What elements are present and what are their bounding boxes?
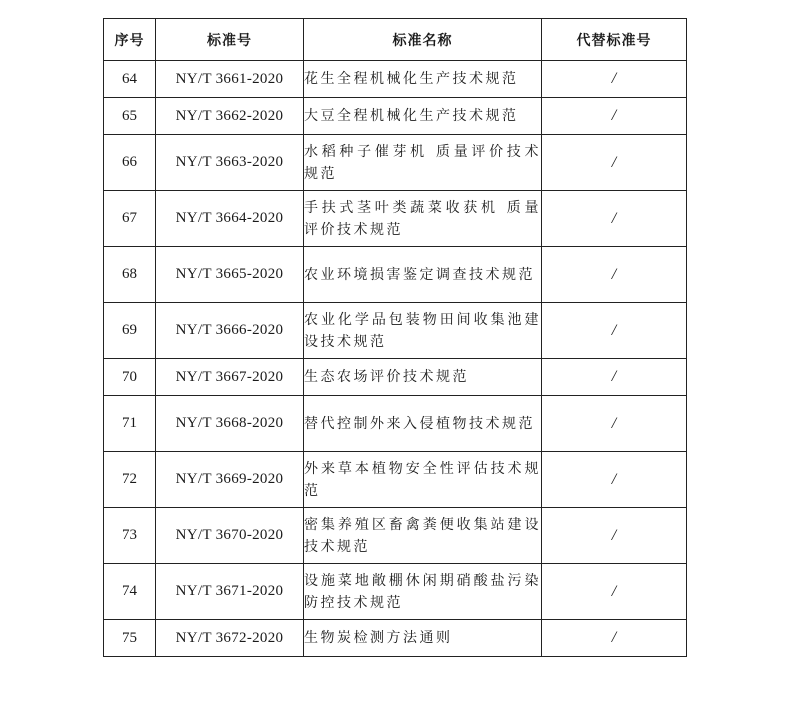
table-header-row [104,19,687,61]
replaced-standard-cell: / [542,452,687,508]
replaced-standard-cell: / [542,564,687,620]
standard-name-cell: 农业化学品包装物田间收集池建设技术规范 [304,303,542,359]
replaced-standard-cell: / [542,247,687,303]
replaced-standard-cell: / [542,359,687,396]
header-standard-name: 标准名称 [304,19,542,61]
replaced-standard-cell: / [542,135,687,191]
table-row [104,61,687,98]
seq-cell: 68 [104,247,156,303]
replaced-standard-cell: / [542,61,687,98]
seq-cell: 65 [104,98,156,135]
seq-cell: 66 [104,135,156,191]
standard-number-cell: NY/T 3672-2020 [156,620,304,657]
standard-number-cell: NY/T 3661-2020 [156,61,304,98]
standard-number-cell: NY/T 3668-2020 [156,396,304,452]
replaced-standard-cell: / [542,396,687,452]
seq-cell: 75 [104,620,156,657]
replaced-standard-cell: / [542,508,687,564]
table-row [104,247,687,303]
standard-number-cell: NY/T 3662-2020 [156,98,304,135]
table-row [104,303,687,359]
seq-cell: 67 [104,191,156,247]
standard-name-cell: 密集养殖区畜禽粪便收集站建设技术规范 [304,508,542,564]
table-row [104,135,687,191]
table-row [104,396,687,452]
table-row [104,508,687,564]
table-row [104,452,687,508]
standard-number-cell: NY/T 3665-2020 [156,247,304,303]
standard-number-cell: NY/T 3667-2020 [156,359,304,396]
seq-cell: 64 [104,61,156,98]
seq-cell: 71 [104,396,156,452]
header-standard-number: 标准号 [156,19,304,61]
replaced-standard-cell: / [542,191,687,247]
standard-name-cell: 水稻种子催芽机 质量评价技术规范 [304,135,542,191]
standard-name-cell: 花生全程机械化生产技术规范 [304,61,542,98]
standard-name-cell: 大豆全程机械化生产技术规范 [304,98,542,135]
table-body [104,61,687,657]
standard-number-cell: NY/T 3663-2020 [156,135,304,191]
replaced-standard-cell: / [542,620,687,657]
table-row [104,359,687,396]
standard-name-cell: 生物炭检测方法通则 [304,620,542,657]
replaced-standard-cell: / [542,303,687,359]
standard-name-cell: 外来草本植物安全性评估技术规范 [304,452,542,508]
table-row [104,191,687,247]
replaced-standard-cell: / [542,98,687,135]
standard-name-cell: 农业环境损害鉴定调查技术规范 [304,247,542,303]
seq-cell: 72 [104,452,156,508]
table-row [104,564,687,620]
standard-number-cell: NY/T 3669-2020 [156,452,304,508]
standard-name-cell: 设施菜地敞棚休闲期硝酸盐污染防控技术规范 [304,564,542,620]
standard-name-cell: 手扶式茎叶类蔬菜收获机 质量评价技术规范 [304,191,542,247]
standard-name-cell: 替代控制外来入侵植物技术规范 [304,396,542,452]
standard-number-cell: NY/T 3671-2020 [156,564,304,620]
standard-number-cell: NY/T 3666-2020 [156,303,304,359]
seq-cell: 69 [104,303,156,359]
table-row [104,98,687,135]
seq-cell: 74 [104,564,156,620]
standard-name-cell: 生态农场评价技术规范 [304,359,542,396]
seq-cell: 70 [104,359,156,396]
table-row [104,620,687,657]
standard-number-cell: NY/T 3664-2020 [156,191,304,247]
standards-table [103,18,687,657]
header-replaced-standard: 代替标准号 [542,19,687,61]
header-seq: 序号 [104,19,156,61]
standard-number-cell: NY/T 3670-2020 [156,508,304,564]
seq-cell: 73 [104,508,156,564]
